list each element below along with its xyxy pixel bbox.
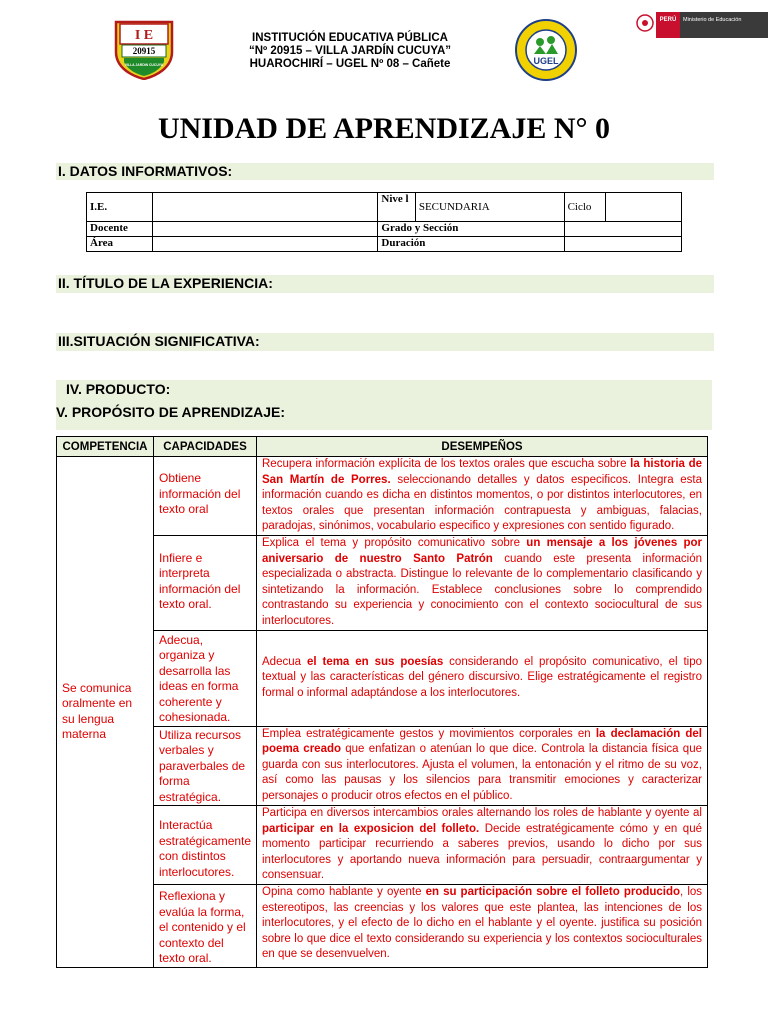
section-datos-informativos: I. DATOS INFORMATIVOS: (56, 163, 714, 180)
table-row (57, 885, 708, 968)
docente-value[interactable] (152, 222, 378, 237)
capacidad-cell: Reflexiona y evalúa la forma, el contenido y el contexto del texto oral. (154, 885, 257, 968)
col-header-desempenos: DESEMPEÑOS (257, 437, 708, 457)
capacidad-cell: Adecua, organiza y desarrolla las ideas en forma coherente y cohesionada. (154, 630, 257, 726)
ministry-logo (636, 10, 768, 40)
docente-label: Docente (87, 222, 153, 237)
duracion-label: Duración (378, 237, 564, 252)
datos-informativos-table (86, 192, 682, 252)
ugel-seal-logo (514, 18, 578, 82)
table-row (57, 535, 708, 630)
col-header-capacidades: CAPACIDADES (154, 437, 257, 457)
table-row (57, 630, 708, 726)
proposito-table (56, 436, 708, 968)
svg-text:I E: I E (134, 28, 154, 43)
area-value[interactable] (152, 237, 378, 252)
header-line-1: INSTITUCIÓN EDUCATIVA PÚBLICA (252, 32, 448, 44)
svg-text:Ministerio de Educación: Ministerio de Educación (683, 17, 742, 23)
svg-text:UGEL: UGEL (533, 56, 559, 66)
grado-value[interactable] (564, 222, 681, 237)
school-shield-logo (112, 18, 176, 80)
table-row (57, 457, 708, 536)
svg-text:20915: 20915 (132, 46, 156, 56)
capacidad-cell: Interactúa estratégicamente con distintos interlocutores. (154, 806, 257, 885)
capacidad-cell: Infiere e interpreta información del texto oral. (154, 535, 257, 630)
ie-label: I.E. (87, 193, 153, 222)
desempeno-cell: Explica el tema y propósito comunicativo sobre un mensaje a los jóvenes por aniversario de nuestro Santo Patrón cuando este presenta información especializada o abstracta. Distingue lo relevante de lo complementario clasificando y sintetizando la información. Establece conclusiones sobre lo comprendido contrastando su experiencia y conocimiento con el contexto sociocultural de sus interlocutores. (257, 535, 708, 630)
section-proposito: V. PROPÓSITO DE APRENDIZAJE: (56, 404, 285, 420)
nivel-label: Nive l (378, 193, 415, 222)
section-producto-proposito (56, 380, 712, 430)
area-label: Área (87, 237, 153, 252)
col-header-competencia: COMPETENCIA (57, 437, 154, 457)
header-line-3: HUAROCHIRÍ – UGEL Nº 08 – Cañete (249, 58, 451, 70)
svg-text:VILLA JARDIN CUCUYA: VILLA JARDIN CUCUYA (124, 63, 164, 67)
desempeno-cell: Recupera información explícita de los textos orales que escucha sobre la historia de San Martín de Porres. seleccionando detalles y datos especificos. Integra esta información cuando es dicha en distintos momentos, o por distintos interlocutores, en textos orales que presentan información contrapuesta y ambiguas, falacias, paradojas, sinónimos, vocabulario especifico y expresiones con sentido figurado. (257, 457, 708, 536)
desempeno-cell: Emplea estratégicamente gestos y movimientos corporales en la declamación del poema creado que enfatizan o atenúan lo que dice. Controla la distancia física que guarda con sus interlocutores. Ajusta el volumen, la entonación y el ritmo de su voz, así como las pausas y los silencios para transmitir emociones y caracterizar personajes o producir otros efectos en el público. (257, 726, 708, 806)
nivel-value: SECUNDARIA (415, 193, 564, 222)
capacidad-cell: Obtiene información del texto oral (154, 457, 257, 536)
ciclo-label: Ciclo (564, 193, 605, 222)
desempeno-cell: Adecua el tema en sus poesías considerando el propósito comunicativo, el tipo textual y las características del género discursivo. Elige estratégicamente el registro formal o informal adaptándose a los interlocutores. (257, 630, 708, 726)
duracion-value[interactable] (564, 237, 681, 252)
section-producto: IV. PRODUCTO: (66, 381, 171, 397)
capacidad-cell: Utiliza recursos verbales y paraverbales de forma estratégica. (154, 726, 257, 806)
desempeno-cell: Opina como hablante y oyente en su participación sobre el folleto producido, los estereotipos, las creencias y los valores que este plantea, las intenciones de los interlocutores, y el efecto de lo dicho en el hablante y el oyente. justifica su posición sobre lo que dice el texto considerando su experiencia y los contextos socioculturales en que se desenvuelven. (257, 885, 708, 968)
page-title: UNIDAD DE APRENDIZAJE N° 0 (157, 112, 611, 145)
table-row (57, 726, 708, 806)
ciclo-value[interactable] (606, 193, 682, 222)
table-row (57, 806, 708, 885)
ie-value[interactable] (152, 193, 378, 222)
header-line-2: “Nº 20915 – VILLA JARDÍN CUCUYA” (248, 45, 452, 57)
desempeno-cell: Participa en diversos intercambios orales alternando los roles de hablante y oyente al participar en la exposicion del folleto. Decide estratégicamente cómo y en qué momento participar recurriendo a saberes previos, usando lo dicho por sus interlocutores y aportando nueva información para persuadir, contraargumentar y consensuar. (257, 806, 708, 885)
competencia-cell: Se comunica oralmente en su lengua materna (57, 457, 154, 968)
section-titulo-experiencia: II. TÍTULO DE LA EXPERIENCIA: (56, 275, 714, 293)
grado-label: Grado y Sección (378, 222, 564, 237)
school-header (190, 32, 510, 71)
section-situacion-significativa: III.SITUACIÓN SIGNIFICATIVA: (56, 333, 714, 351)
svg-text:PERÚ: PERÚ (659, 17, 677, 23)
